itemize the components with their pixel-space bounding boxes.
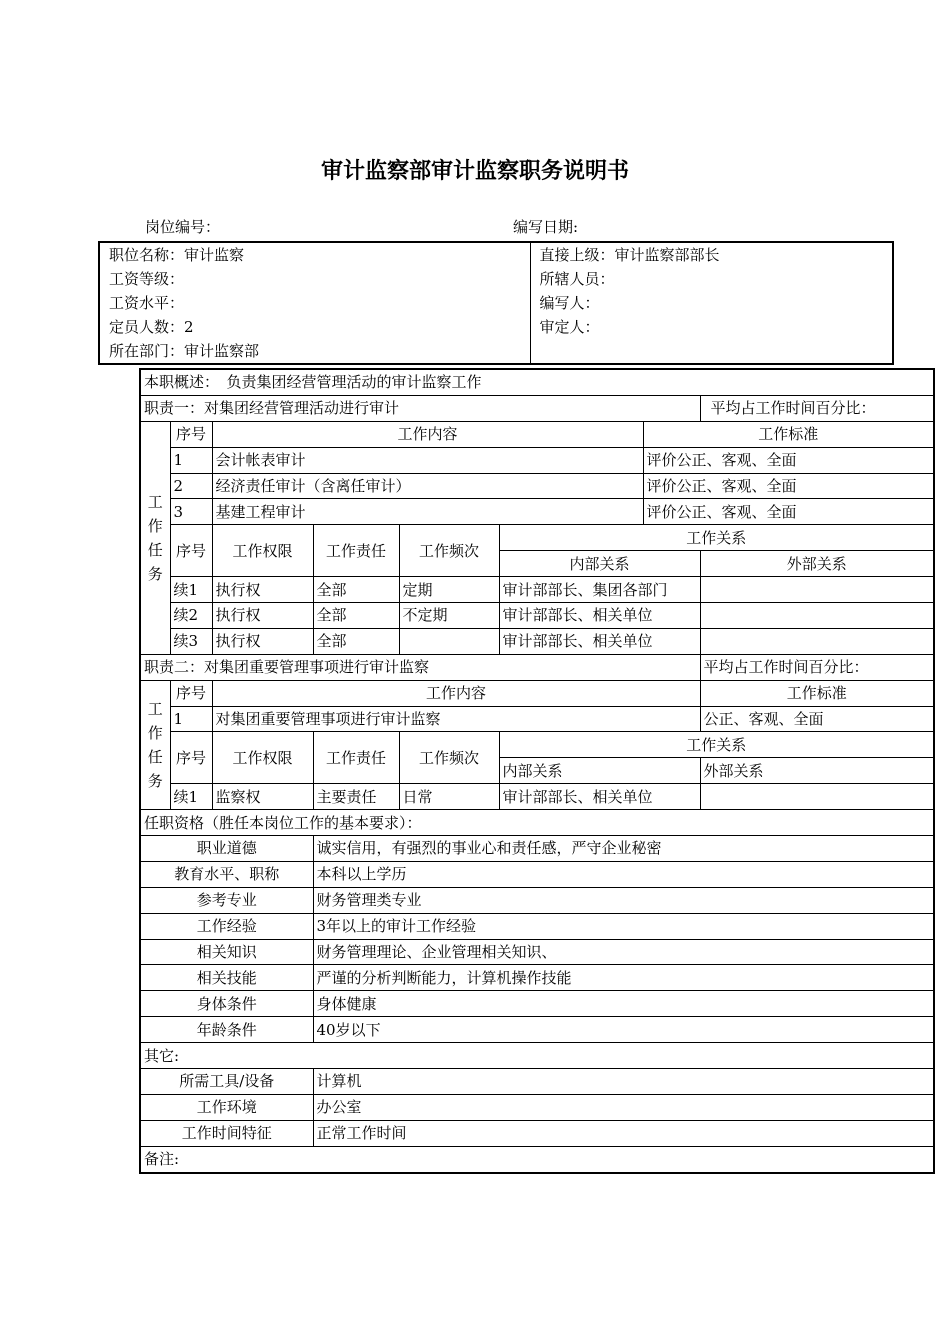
duty1-head-standard: 工作标准 [643, 421, 934, 447]
table-row [140, 706, 934, 732]
row-external [700, 577, 934, 603]
duty1-side-label: 工作任务 [140, 421, 170, 654]
item-standard: 公正、客观、全面 [700, 706, 934, 732]
qualification-value: 财务管理理论、企业管理相关知识、 [313, 939, 934, 965]
duty2-head-standard: 工作标准 [700, 680, 934, 706]
row-internal: 审计部部长、集团各部门 [499, 577, 700, 603]
qualification-value: 诚实信用，有强烈的事业心和责任感，严守企业秘密 [313, 836, 934, 862]
post-number-label: 岗位编号： [145, 218, 221, 236]
row-no: 续3 [170, 628, 212, 654]
table-row [140, 965, 934, 991]
info-right-cell [530, 339, 893, 364]
head-external: 外部关系 [700, 758, 934, 784]
row-internal: 审计部部长、相关单位 [499, 784, 700, 810]
row-responsibility: 全部 [313, 628, 399, 654]
head-relations: 工作关系 [499, 732, 934, 758]
duty1-title: 职责一：对集团经营管理活动进行审计 [140, 395, 700, 421]
row-authority: 执行权 [212, 577, 313, 603]
duty1-head-content: 工作内容 [212, 421, 643, 447]
other-title-row [140, 1043, 934, 1069]
duty2-title: 职责二：对集团重要管理事项进行审计监察 [140, 654, 700, 680]
item-no: 1 [170, 447, 212, 473]
row-no: 续2 [170, 603, 212, 629]
duty2-side-label: 工作任务 [140, 680, 170, 809]
head-responsibility: 工作责任 [313, 732, 399, 784]
other-label: 工作环境 [140, 1094, 313, 1120]
duty2-head-row [140, 680, 934, 706]
qualification-label: 相关知识 [140, 939, 313, 965]
info-row [99, 339, 893, 364]
head-internal: 内部关系 [499, 758, 700, 784]
qualification-value: 严谨的分析判断能力，计算机操作技能 [313, 965, 934, 991]
qualification-value: 40岁以下 [313, 1017, 934, 1043]
table-row [140, 1094, 934, 1120]
page-title: 审计监察部审计监察职务说明书 [320, 159, 629, 184]
item-standard: 评价公正、客观、全面 [643, 447, 934, 473]
table-row [140, 603, 934, 629]
head-relations: 工作关系 [499, 525, 934, 551]
row-authority: 监察权 [212, 784, 313, 810]
table-row [140, 499, 934, 525]
row-internal: 审计部部长、相关单位 [499, 603, 700, 629]
duty2-title-row [140, 654, 934, 680]
info-right-cell: 编写人： [530, 291, 893, 315]
qualification-label: 相关技能 [140, 965, 313, 991]
table-row [140, 473, 934, 499]
qualification-value: 本科以上学历 [313, 861, 934, 887]
row-authority: 执行权 [212, 603, 313, 629]
row-external [700, 628, 934, 654]
row-no: 续1 [170, 784, 212, 810]
qualification-value: 财务管理类专业 [313, 887, 934, 913]
qualification-label: 年龄条件 [140, 1017, 313, 1043]
row-internal: 审计部部长、相关单位 [499, 628, 700, 654]
info-row [99, 242, 893, 267]
info-row [99, 315, 893, 339]
table-row [140, 1120, 934, 1146]
remark-cell: 备注: [140, 1146, 934, 1172]
table-row [140, 939, 934, 965]
info-right-cell: 所辖人员： [530, 267, 893, 291]
summary-cell: 本职概述： 负责集团经营管理活动的审计监察工作 [140, 369, 934, 395]
other-title: 其它: [140, 1043, 934, 1069]
qualification-value: 身体健康 [313, 991, 934, 1017]
item-content: 对集团重要管理事项进行审计监察 [212, 706, 700, 732]
other-value: 计算机 [313, 1069, 934, 1095]
table-row [140, 836, 934, 862]
row-external [700, 784, 934, 810]
head-frequency: 工作频次 [399, 732, 499, 784]
row-responsibility: 全部 [313, 603, 399, 629]
table-row [140, 887, 934, 913]
info-right-cell: 审定人： [530, 315, 893, 339]
item-standard: 评价公正、客观、全面 [643, 499, 934, 525]
duty1-head2-row [140, 525, 934, 551]
head-no: 序号 [170, 525, 212, 577]
row-no: 续1 [170, 577, 212, 603]
head-authority: 工作权限 [212, 525, 313, 577]
info-row [99, 291, 893, 315]
duty2-head-no: 序号 [170, 680, 212, 706]
info-row [99, 267, 893, 291]
row-responsibility: 主要责任 [313, 784, 399, 810]
table-row [140, 1017, 934, 1043]
table-row [140, 577, 934, 603]
row-frequency: 不定期 [399, 603, 499, 629]
table-row [140, 1069, 934, 1095]
row-authority: 执行权 [212, 628, 313, 654]
other-label: 工作时间特征 [140, 1120, 313, 1146]
item-no: 2 [170, 473, 212, 499]
basic-info-table [98, 241, 894, 365]
info-left-cell: 工资水平： [109, 294, 185, 312]
row-frequency: 定期 [399, 577, 499, 603]
row-frequency [399, 628, 499, 654]
duty1-title-row [140, 395, 934, 421]
write-date-label: 编写日期: [513, 218, 579, 236]
qualification-title-row [140, 810, 934, 836]
item-content: 基建工程审计 [212, 499, 643, 525]
qualification-label: 职业道德 [140, 836, 313, 862]
table-row [140, 447, 934, 473]
duty1-head-row [140, 421, 934, 447]
qualification-label: 身体条件 [140, 991, 313, 1017]
other-label: 所需工具/设备 [140, 1069, 313, 1095]
head-no: 序号 [170, 732, 212, 784]
item-no: 1 [170, 706, 212, 732]
table-row [140, 628, 934, 654]
info-left-cell: 定员人数：2 [109, 318, 194, 336]
qualification-label: 参考专业 [140, 887, 313, 913]
head-responsibility: 工作责任 [313, 525, 399, 577]
info-left-cell: 工资等级： [109, 270, 185, 288]
head-frequency: 工作频次 [399, 525, 499, 577]
qualification-label: 工作经验 [140, 913, 313, 939]
head-authority: 工作权限 [212, 732, 313, 784]
qualification-value: 3年以上的审计工作经验 [313, 913, 934, 939]
item-no: 3 [170, 499, 212, 525]
row-responsibility: 全部 [313, 577, 399, 603]
row-external [700, 603, 934, 629]
table-row [140, 991, 934, 1017]
info-left-cell: 所在部门：审计监察部 [109, 342, 260, 360]
table-row [140, 861, 934, 887]
head-external: 外部关系 [700, 551, 934, 577]
duty2-head2-row [140, 732, 934, 758]
qualification-title: 任职资格（胜任本岗位工作的基本要求）： [140, 810, 934, 836]
qualification-label: 教育水平、职称 [140, 861, 313, 887]
summary-row [140, 369, 934, 395]
item-content: 会计帐表审计 [212, 447, 643, 473]
table-row [140, 913, 934, 939]
info-left-cell: 职位名称：审计监察 [109, 246, 245, 264]
duty1-head-no: 序号 [170, 421, 212, 447]
info-right-cell: 直接上级：审计监察部部长 [530, 242, 893, 267]
head-internal: 内部关系 [499, 551, 700, 577]
remark-row [140, 1146, 934, 1172]
duty1-percent-label: 平均占工作时间百分比： [700, 395, 934, 421]
duty2-head-content: 工作内容 [212, 680, 700, 706]
other-value: 办公室 [313, 1094, 934, 1120]
other-value: 正常工作时间 [313, 1120, 934, 1146]
row-frequency: 日常 [399, 784, 499, 810]
item-content: 经济责任审计（含离任审计） [212, 473, 643, 499]
duty2-percent-label: 平均占工作时间百分比： [700, 654, 934, 680]
table-row [140, 784, 934, 810]
duty-table [139, 368, 935, 1174]
item-standard: 评价公正、客观、全面 [643, 473, 934, 499]
